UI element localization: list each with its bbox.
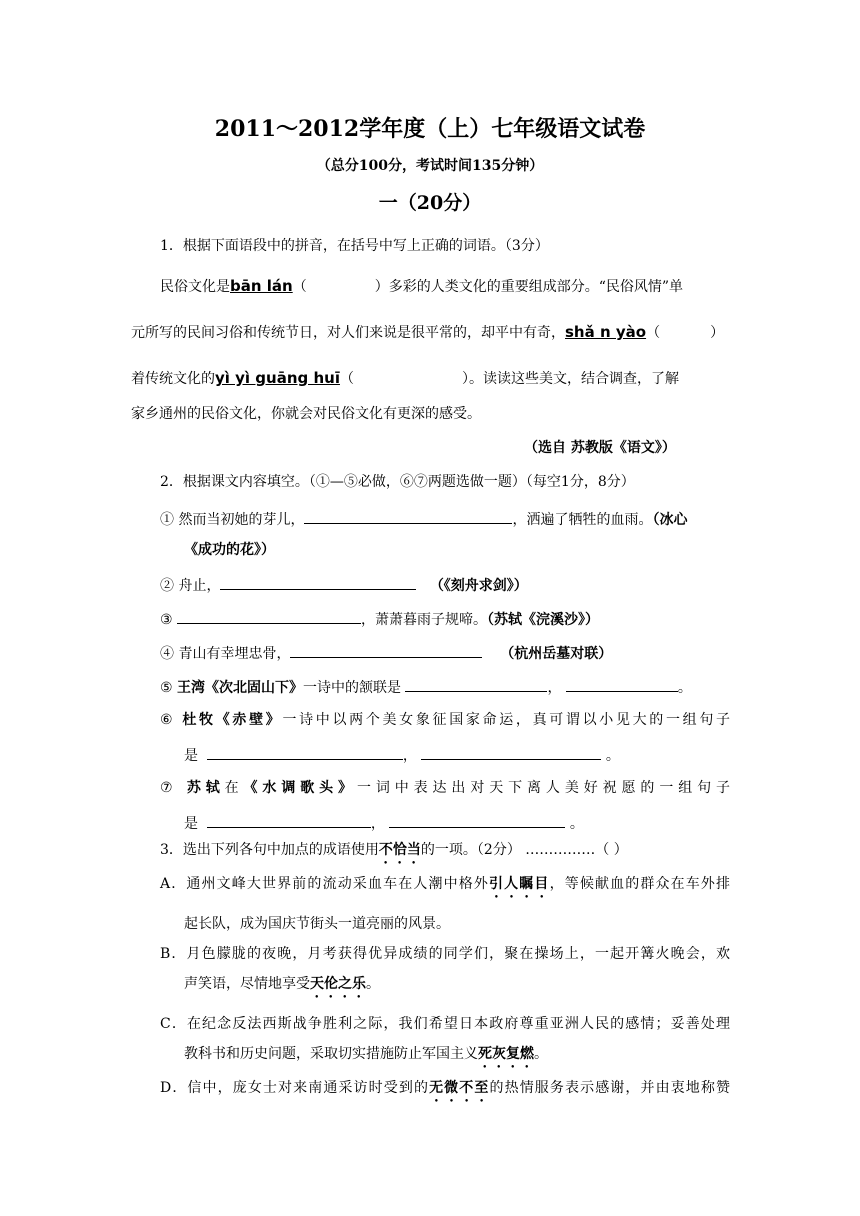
q2-item-number: ④ xyxy=(160,646,174,662)
exam-subtitle: （总分100分，考试时间135分钟） xyxy=(316,158,544,174)
q3-text: B．月色朦胧的夜晚，月考获得优异成绩的同学们，聚在操场上，一起开篝火晚会，欢 xyxy=(160,946,730,962)
q2-blank[interactable] xyxy=(405,676,547,692)
q2-item-6 xyxy=(160,710,730,730)
q1-prompt: 1．根据下面语段中的拼音，在括号中写上正确的词语。（3分） xyxy=(160,238,549,254)
q2-text: 是 xyxy=(184,748,198,764)
q2-text: 然而当初她的芽儿， xyxy=(178,512,305,528)
q2-source: 《成功的花》） xyxy=(184,542,275,558)
q2-source: （苏轼《浣溪沙》） xyxy=(487,612,600,628)
q2-blank[interactable] xyxy=(304,508,512,524)
q2-source: （《刻舟求剑》） xyxy=(429,578,528,594)
q3-idiom: 死灰复燃 xyxy=(478,1046,534,1062)
section-heading: 一（20分） xyxy=(378,192,482,214)
q2-text: 是 xyxy=(184,816,198,832)
q2-text: ， xyxy=(547,680,562,696)
q3-text: 的热情服务表示感谢，并由衷地称赞 xyxy=(489,1080,731,1096)
q2-text: 。 xyxy=(605,748,620,764)
q3-idiom: 引人瞩目 xyxy=(489,876,550,892)
q3-text: A．通州文峰大世界前的流动采血车在人潮中格外 xyxy=(160,876,490,892)
q2-item-number: ⑤ xyxy=(160,680,173,696)
q2-item-number: ⑦ xyxy=(160,780,178,796)
exam-title: 2011～2012学年度（上）七年级语文试卷 xyxy=(214,116,646,142)
q3-text: 教科书和历史问题，采取切实措施防止军国主义 xyxy=(184,1046,478,1062)
q3-text: ，等候献血的群众在车外排 xyxy=(549,876,731,892)
q2-item-number: ① xyxy=(160,512,174,528)
q3-option-b-cont xyxy=(184,974,380,1001)
q2-text: ， xyxy=(402,748,417,764)
q1-line-2 xyxy=(131,322,724,343)
q3-prompt xyxy=(160,840,628,867)
q2-blank[interactable] xyxy=(207,744,403,760)
q1-line-3 xyxy=(131,368,679,389)
q3-option-c[interactable] xyxy=(160,1014,730,1034)
q2-text: 一诗中以两个美女象征国家命运，真可谓以小见大的一组句子 xyxy=(282,712,731,728)
q2-item-5 xyxy=(160,676,692,698)
q3-idiom: 无微不至 xyxy=(429,1080,490,1096)
q1-line-1 xyxy=(160,276,683,297)
q1-line-4: 家乡通州的民俗文化，你就会对民俗文化有更深的感受。 xyxy=(131,406,481,422)
q3-option-d[interactable] xyxy=(160,1078,730,1105)
q2-source: （杭州岳墓对联） xyxy=(500,646,613,662)
q2-blank[interactable] xyxy=(290,642,482,658)
q2-text: 一诗中的颔联是 xyxy=(303,680,402,696)
q2-text: 。 xyxy=(569,816,584,832)
q2-item-number: ③ xyxy=(160,612,173,628)
q2-blank[interactable] xyxy=(421,744,601,760)
q2-item-7-cont xyxy=(184,812,584,834)
q2-item-number: ② xyxy=(160,578,174,594)
q3-text: 。 xyxy=(534,1046,548,1062)
q2-source: 苏轼 xyxy=(186,780,225,796)
q2-item-4 xyxy=(160,642,612,664)
q3-text: 。 xyxy=(366,976,380,992)
q2-item-2 xyxy=(160,574,528,596)
q1-pinyin-1: bān lán xyxy=(230,277,293,295)
q2-prompt: 2．根据课文内容填空。（①—⑤必做，⑥⑦两题选做一题）（每空1分，8分） xyxy=(160,474,635,490)
q3-option-a[interactable] xyxy=(160,874,730,901)
q1-text: ）多彩的人类文化的重要组成部分。“民俗风情”单 xyxy=(374,279,684,295)
q1-text: 民俗文化是 xyxy=(160,279,230,295)
q2-item-6-cont xyxy=(184,744,620,766)
q2-blank[interactable] xyxy=(566,676,678,692)
q2-text: 舟止， xyxy=(178,578,221,594)
q2-source: 王湾《次北固山下》 xyxy=(177,680,304,696)
q3-option-b[interactable] xyxy=(160,944,730,964)
q3-option-a-cont: 起长队，成为国庆节街头一道亮丽的风景。 xyxy=(184,916,450,932)
q1-pinyin-2: shǎ n yào xyxy=(565,323,647,341)
q2-text: ，洒遍了牺牲的血雨。 xyxy=(512,512,653,528)
q2-text: 在 xyxy=(224,780,244,796)
q1-paren-close: ） xyxy=(710,325,725,341)
q3-text: 声笑语，尽情地享受 xyxy=(184,976,310,992)
q1-text: 元所写的民间习俗和传统节日，对人们来说是很平常的，却平中有奇， xyxy=(131,325,565,341)
q2-blank[interactable] xyxy=(220,574,416,590)
q1-paren-open: （ xyxy=(339,371,354,387)
q3-text: D．信中，庞女士对来南通采访时受到的 xyxy=(160,1080,430,1096)
q1-paren-open: （ xyxy=(646,325,661,341)
q2-text: 一词中表达出对天下离人美好祝愿的一组句子 xyxy=(356,780,731,796)
q2-blank[interactable] xyxy=(389,812,565,828)
q1-pinyin-3: yì yì guāng huī xyxy=(215,369,340,387)
q2-item-number: ⑥ xyxy=(160,712,176,728)
q2-blank[interactable] xyxy=(207,812,371,828)
q2-source: （冰心 xyxy=(652,512,688,528)
q2-item-3 xyxy=(160,608,599,630)
q2-source: 《水调歌头》 xyxy=(243,780,357,796)
q3-emphasis: 不恰当 xyxy=(378,842,421,858)
q2-text: 。 xyxy=(677,680,692,696)
q3-text: 3．选出下列各句中加点的成语使用 xyxy=(160,842,379,858)
q2-blank[interactable] xyxy=(177,608,361,624)
q3-option-c-cont xyxy=(184,1044,548,1071)
q2-source: 杜牧《赤壁》 xyxy=(182,712,283,728)
q1-text: 着传统文化的 xyxy=(131,371,215,387)
q3-idiom: 天伦之乐 xyxy=(310,976,366,992)
q2-text: ，萧萧暮雨子规啼。 xyxy=(361,612,488,628)
q2-text: ， xyxy=(370,816,385,832)
q2-item-7 xyxy=(160,778,730,798)
q2-text: 青山有幸埋忠骨， xyxy=(178,646,291,662)
q1-paren-open: （ xyxy=(292,279,307,295)
q1-text: ）。读读这些美文，结合调查，了解 xyxy=(461,371,679,387)
q1-source: （选自 苏教版《语文》） xyxy=(524,440,676,456)
q3-text: C．在纪念反法西斯战争胜利之际，我们希望日本政府尊重亚洲人民的感情；妥善处理 xyxy=(160,1016,730,1032)
q3-text: 的一项。（2分） ……………（ ） xyxy=(420,842,628,858)
q2-item-1 xyxy=(160,508,687,530)
